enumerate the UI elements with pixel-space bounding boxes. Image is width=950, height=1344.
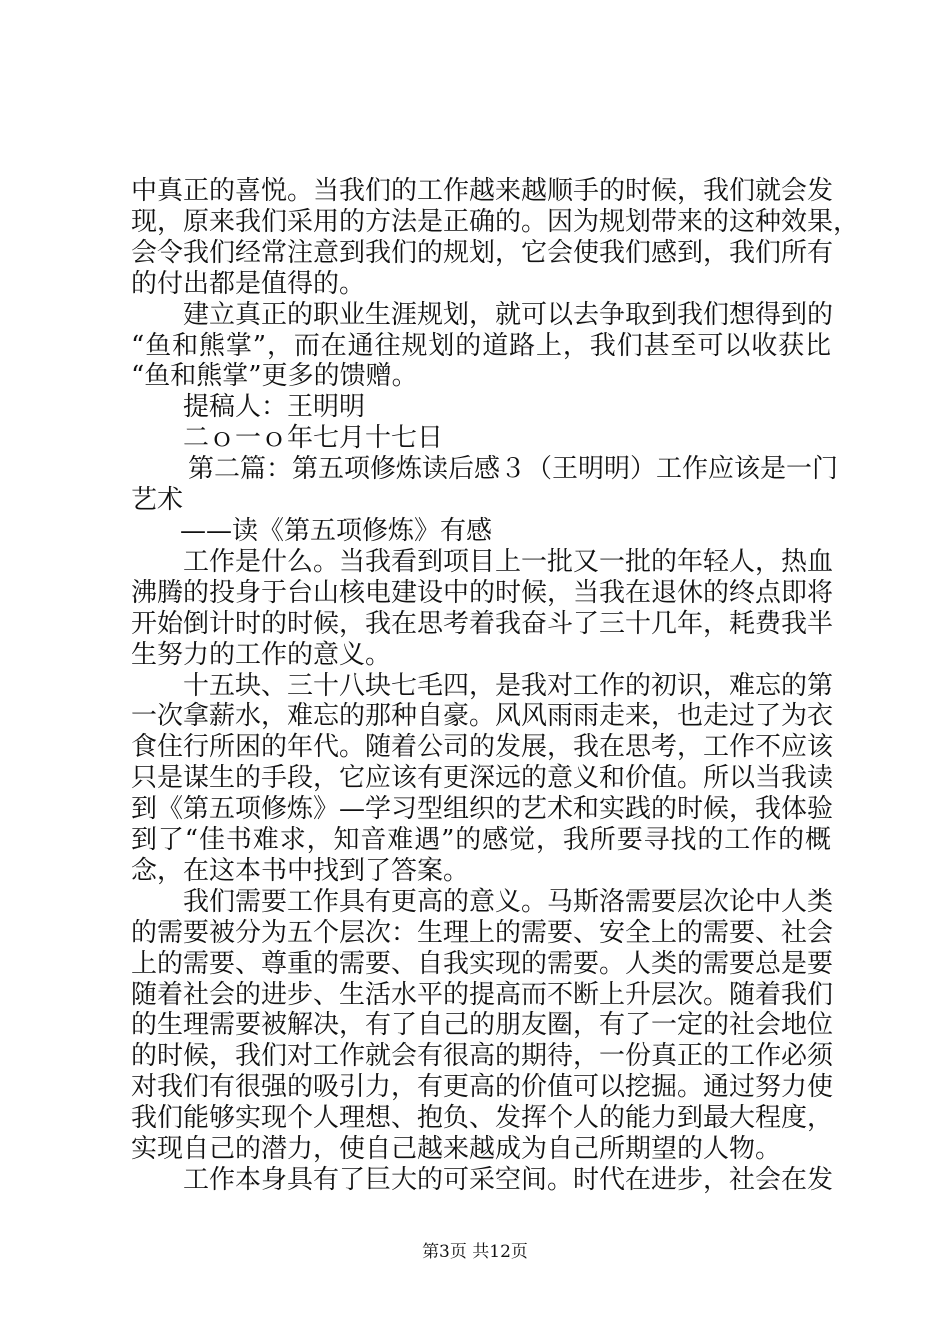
text-line: 只是谋生的手段，它应该有更深远的意义和价值。所以当我读 xyxy=(131,763,834,793)
text-line: 的生理需要被解决，有了自己的朋友圈，有了一定的社会地位 xyxy=(131,1010,834,1040)
text-line: 建立真正的职业生涯规划，就可以去争取到我们想得到的 xyxy=(183,300,834,330)
text-line: 到了“佳书难求，知音难遇”的感觉，我所要寻找的工作的概 xyxy=(131,825,831,855)
text-line: 随着社会的进步、生活水平的提高而不断上升层次。随着我们 xyxy=(131,980,834,1010)
text-line: “鱼和熊掌”更多的馈赠。 xyxy=(131,361,418,391)
text-line: 一次拿薪水，难忘的那种自豪。风风雨雨走来，也走过了为衣 xyxy=(131,701,834,731)
text-line: “鱼和熊掌”，而在通往规划的道路上，我们甚至可以收获比 xyxy=(131,331,831,361)
text-line: 生努力的工作的意义。 xyxy=(131,640,392,670)
text-line: 的时候，我们对工作就会有很高的期待，一份真正的工作必须 xyxy=(131,1041,834,1071)
text-line: 工作是什么。当我看到项目上一批又一批的年轻人，热血 xyxy=(183,547,834,577)
text-line: 上的需要、尊重的需要、自我实现的需要。人类的需要总是要 xyxy=(131,949,834,979)
text-line: 对我们有很强的吸引力，有更高的价值可以挖掘。通过努力使 xyxy=(131,1072,834,1102)
text-line: 我们需要工作具有更高的意义。马斯洛需要层次论中人类 xyxy=(183,887,834,917)
text-line: 工作本身具有了巨大的可采空间。时代在进步，社会在发 xyxy=(183,1165,834,1195)
section-heading: 第二篇：第五项修炼读后感３（王明明）工作应该是一门 xyxy=(188,454,839,484)
text-line: 沸腾的投身于台山核电建设中的时候，当我在退休的终点即将 xyxy=(131,578,834,608)
text-line: 中真正的喜悦。当我们的工作越来越顺手的时候，我们就会发 xyxy=(131,176,834,206)
signature-line: 提稿人：王明明 xyxy=(183,392,366,422)
subtitle-line: ——读《第五项修炼》有感 xyxy=(180,516,493,546)
text-line: 实现自己的潜力，使自己越来越成为自己所期望的人物。 xyxy=(131,1134,782,1164)
text-line: 开始倒计时的时候，我在思考着我奋斗了三十几年，耗费我半 xyxy=(131,609,834,639)
section-heading-cont: 艺术 xyxy=(131,485,184,515)
text-line: 念，在这本书中找到了答案。 xyxy=(131,856,470,886)
text-line: 会令我们经常注意到我们的规划，它会使我们感到，我们所有 xyxy=(131,238,834,268)
text-line: 我们能够实现个人理想、抱负、发挥个人的能力到最大程度， xyxy=(131,1103,834,1133)
text-line: 的需要被分为五个层次：生理上的需要、安全上的需要、社会 xyxy=(131,918,834,948)
text-line: 现，原来我们采用的方法是正确的。因为规划带来的这种效果， xyxy=(131,207,860,237)
page-footer: 第3页 共12页 xyxy=(422,1242,528,1262)
text-line: 的付出都是值得的。 xyxy=(131,269,366,299)
text-line: 十五块、三十八块七毛四，是我对工作的初识，难忘的第 xyxy=(183,671,834,701)
text-line: 食住行所困的年代。随着公司的发展，我在思考，工作不应该 xyxy=(131,732,834,762)
date-line: 二ｏ一ｏ年七月十七日 xyxy=(183,423,444,453)
text-line: 到《第五项修炼》—学习型组织的艺术和实践的时候，我体验 xyxy=(131,794,834,824)
